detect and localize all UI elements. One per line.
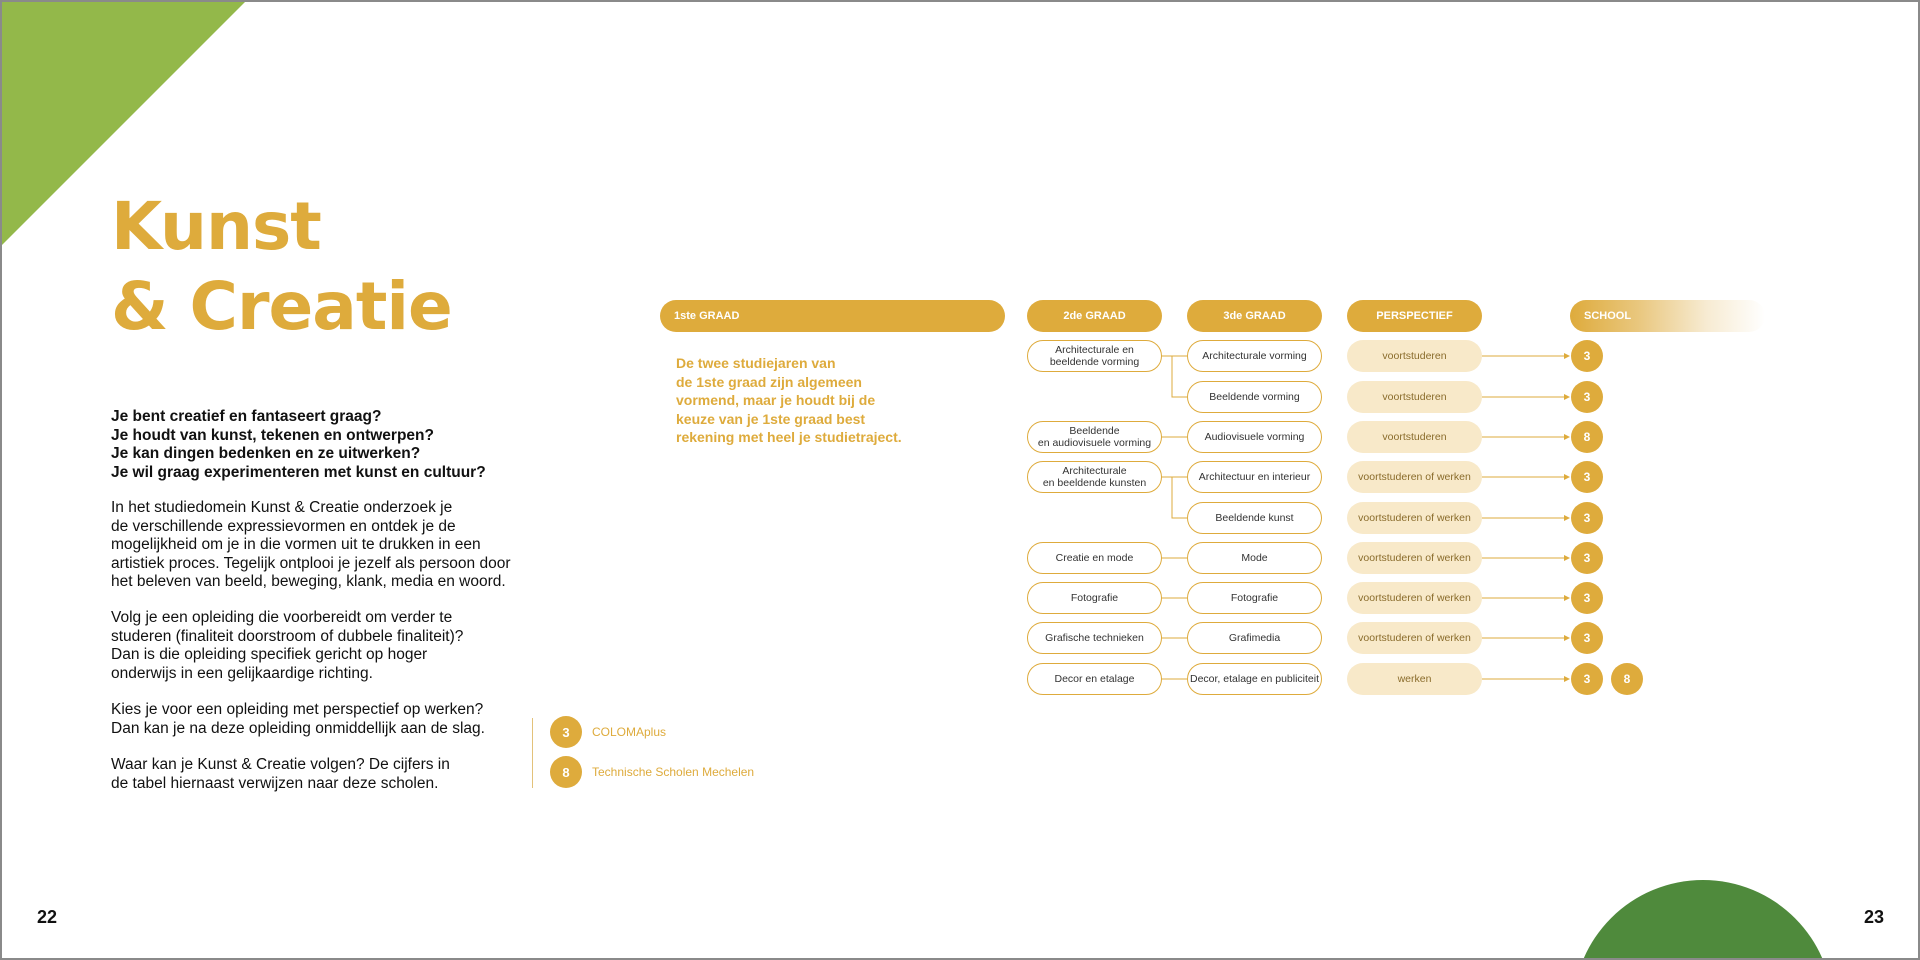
perspectief-value: voortstuderen: [1347, 381, 1482, 413]
title-line-2: & Creatie: [111, 268, 452, 345]
header-perspectief: PERSPECTIEF: [1347, 300, 1482, 332]
second-grade-option: Fotografie: [1027, 582, 1162, 614]
title-line-1: Kunst: [111, 188, 321, 265]
third-grade-option: Fotografie: [1187, 582, 1322, 614]
perspectief-value: voortstuderen of werken: [1347, 622, 1482, 654]
paragraph-doorstroom: Volg je een opleiding die voorbereidt om verder te studeren (finaliteit doorstroom of dubbele finaliteit)? Dan is die opleiding specifiek gericht op hoger onderwijs in een gelijkaardige richting.: [111, 609, 464, 682]
third-grade-option: Beeldende vorming: [1187, 381, 1322, 413]
first-grade-note: De twee studiejaren van de 1ste graad zijn algemeen vormend, maar je houdt bij de keuze van je 1ste graad best rekening met heel je studietraject.: [676, 355, 902, 445]
legend-item: [550, 756, 754, 788]
school-badge: 3: [1571, 502, 1603, 534]
third-grade-option: Architectuur en interieur: [1187, 461, 1322, 493]
school-badge: 8: [1571, 421, 1603, 453]
question: Je bent creatief en fantaseert graag?: [111, 408, 382, 425]
paragraph-intro: In het studiedomein Kunst & Creatie onderzoek je de verschillende expressievormen en ontdek je de mogelijkheid om je in die vormen uit te drukken in een artistiek proces. Tegelijk ontplooi je jezelf als persoon door het beleven van beeld, beweging, klank, media en woord.: [111, 499, 511, 590]
school-badge: 3: [1571, 542, 1603, 574]
header-second-grade: 2de GRAAD: [1027, 300, 1162, 332]
legend-item: [550, 716, 666, 748]
question: Je kan dingen bedenken en ze uitwerken?: [111, 445, 421, 462]
school-badge: 3: [1571, 663, 1603, 695]
second-grade-option: Architecturale en beeldende vorming: [1027, 340, 1162, 372]
second-grade-option: Grafische technieken: [1027, 622, 1162, 654]
perspectief-value: werken: [1347, 663, 1482, 695]
paragraph-werken: Kies je voor een opleiding met perspectief op werken? Dan kan je na deze opleiding onmiddellijk aan de slag.: [111, 701, 485, 737]
school-name: COLOMAplus: [592, 725, 667, 739]
perspectief-value: voortstuderen: [1347, 340, 1482, 372]
school-badge: 3: [1571, 582, 1603, 614]
third-grade-option: Mode: [1187, 542, 1322, 574]
page-title: [111, 187, 452, 347]
third-grade-option: Architecturale vorming: [1187, 340, 1322, 372]
perspectief-value: voortstuderen: [1347, 421, 1482, 453]
school-number-badge: 3: [550, 716, 582, 748]
header-school: SCHOOL: [1570, 300, 1765, 332]
school-badge: 3: [1571, 381, 1603, 413]
second-grade-option: Decor en etalage: [1027, 663, 1162, 695]
paragraph-scholen: Waar kan je Kunst & Creatie volgen? De cijfers in de tabel hiernaast verwijzen naar deze scholen.: [111, 756, 450, 792]
question: Je wil graag experimenteren met kunst en cultuur?: [111, 463, 486, 481]
third-grade-option: Grafimedia: [1187, 622, 1322, 654]
question: Je houdt van kunst, tekenen en ontwerpen?: [111, 426, 434, 444]
school-badge: 3: [1571, 461, 1603, 493]
school-number-badge: 8: [550, 756, 582, 788]
perspectief-value: voortstuderen of werken: [1347, 542, 1482, 574]
second-grade-option: Creatie en mode: [1027, 542, 1162, 574]
second-grade-option: Beeldende en audiovisuele vorming: [1027, 421, 1162, 453]
header-third-grade: 3de GRAAD: [1187, 300, 1322, 332]
second-grade-option: Architecturale en beeldende kunsten: [1027, 461, 1162, 493]
third-grade-option: Beeldende kunst: [1187, 502, 1322, 534]
school-name: Technische Scholen Mechelen: [592, 765, 755, 779]
header-first-grade: 1ste GRAAD: [660, 300, 1005, 332]
perspectief-value: voortstuderen of werken: [1347, 461, 1482, 493]
school-badge: 8: [1611, 663, 1643, 695]
third-grade-option: Audiovisuele vorming: [1187, 421, 1322, 453]
legend-divider: [532, 718, 533, 788]
perspectief-value: voortstuderen of werken: [1347, 582, 1482, 614]
perspectief-value: voortstuderen of werken: [1347, 502, 1482, 534]
school-badge: 3: [1571, 340, 1603, 372]
third-grade-option: Decor, etalage en publiciteit: [1187, 663, 1322, 695]
page-number-left: 22: [37, 907, 58, 927]
intro-questions: [111, 408, 531, 482]
school-badge: 3: [1571, 622, 1603, 654]
page-number-right: 23: [1864, 907, 1885, 927]
green-semicircle: [1573, 880, 1833, 960]
